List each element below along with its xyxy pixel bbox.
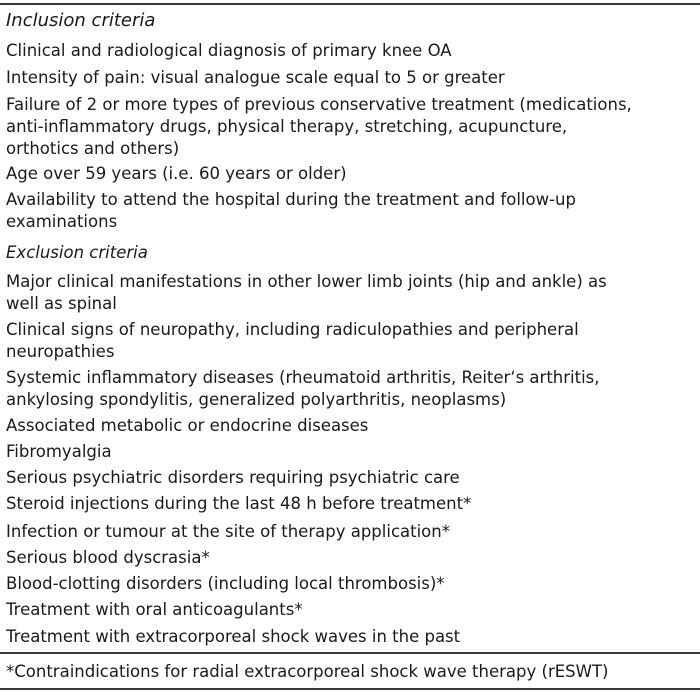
exclusion-row-2-line-2: neuropathies	[6, 342, 115, 361]
exclusion-heading: Exclusion criteria	[6, 243, 148, 262]
exclusion-row-1-line-2: well as spinal	[6, 294, 117, 313]
table-bottom-rule	[0, 688, 700, 690]
inclusion-row-2: Intensity of pain: visual analogue scale equal to 5 or greater	[6, 68, 505, 87]
table-footnote: *Contraindications for radial extracorporeal shock wave therapy (rESWT)	[6, 662, 609, 681]
exclusion-row-8: Infection or tumour at the site of therapy application*	[6, 522, 450, 541]
exclusion-row-3-line-1: Systemic inflammatory diseases (rheumatoid arthritis, Reiter‘s arthritis,	[6, 368, 600, 387]
exclusion-row-12: Treatment with extracorporeal shock waves in the past	[6, 627, 461, 646]
inclusion-row-4: Age over 59 years (i.e. 60 years or older)	[6, 164, 347, 183]
exclusion-row-2-line-1: Clinical signs of neuropathy, including radiculopathies and peripheral	[6, 320, 579, 339]
inclusion-row-1: Clinical and radiological diagnosis of primary knee OA	[6, 41, 452, 60]
exclusion-row-9: Serious blood dyscrasia*	[6, 548, 210, 567]
exclusion-row-6: Serious psychiatric disorders requiring psychiatric care	[6, 468, 460, 487]
inclusion-row-3-line-2: anti-inflammatory drugs, physical therapy, stretching, acupuncture,	[6, 117, 568, 136]
inclusion-row-5-line-1: Availability to attend the hospital during the treatment and follow-up	[6, 190, 576, 209]
exclusion-row-11: Treatment with oral anticoagulants*	[6, 600, 303, 619]
exclusion-row-4: Associated metabolic or endocrine diseases	[6, 416, 369, 435]
inclusion-row-3-line-1: Failure of 2 or more types of previous conservative treatment (medications,	[6, 95, 632, 114]
exclusion-row-5: Fibromyalgia	[6, 442, 112, 461]
exclusion-row-3-line-2: ankylosing spondylitis, generalized polyarthritis, neoplasms)	[6, 390, 507, 409]
table-top-rule	[0, 3, 700, 5]
exclusion-row-1-line-1: Major clinical manifestations in other lower limb joints (hip and ankle) as	[6, 272, 607, 291]
inclusion-row-5-line-2: examinations	[6, 212, 118, 231]
inclusion-row-3-line-3: orthotics and others)	[6, 139, 180, 158]
inclusion-heading: Inclusion criteria	[6, 10, 156, 31]
table-footer-rule	[0, 652, 700, 654]
exclusion-row-10: Blood-clotting disorders (including local thrombosis)*	[6, 574, 445, 593]
exclusion-row-7: Steroid injections during the last 48 h before treatment*	[6, 494, 472, 513]
